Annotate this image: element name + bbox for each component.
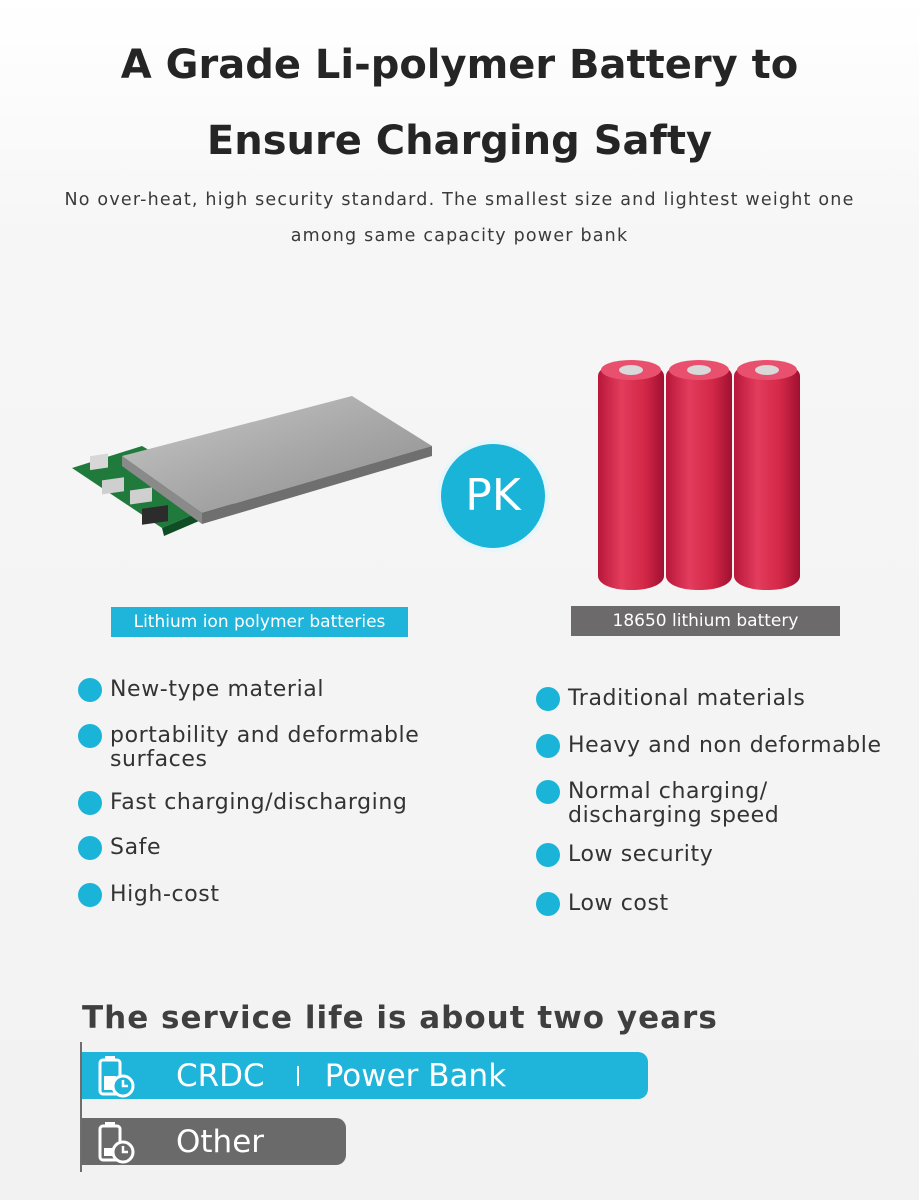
battery-clock-icon bbox=[90, 1054, 138, 1098]
main-title-line-2: Ensure Charging Safty bbox=[206, 118, 713, 164]
polymer-caption: Lithium ion polymer batteries bbox=[111, 607, 408, 637]
feature-text: Traditional materials bbox=[568, 686, 806, 711]
left-feature-item bbox=[78, 724, 419, 772]
bullet-dot bbox=[536, 892, 560, 916]
feature-text: High-cost bbox=[110, 882, 220, 907]
subtitle-line-1: No over-heat, high security standard. The smallest size and lightest weight one bbox=[64, 190, 855, 210]
right-feature-item bbox=[536, 843, 713, 867]
feature-text bbox=[110, 724, 419, 772]
left-feature-item bbox=[78, 678, 324, 702]
feature-text: Safe bbox=[110, 835, 162, 860]
feature-text-line: surfaces bbox=[110, 747, 208, 772]
subtitle bbox=[20, 182, 899, 254]
subtitle-line-2: among same capacity power bank bbox=[290, 226, 629, 246]
crdc-label: CRDC bbox=[176, 1057, 265, 1094]
feature-text-line: portability and deformable bbox=[110, 723, 420, 748]
pk-badge: PK bbox=[441, 444, 545, 548]
cylinder-batteries-image bbox=[590, 350, 810, 600]
battery-clock-icon bbox=[90, 1120, 138, 1164]
other-label: Other bbox=[176, 1123, 265, 1160]
right-feature-item bbox=[536, 734, 882, 758]
bullet-dot bbox=[536, 843, 560, 867]
bullet-dot bbox=[78, 678, 102, 702]
other-bar bbox=[82, 1118, 346, 1165]
right-feature-item bbox=[536, 687, 805, 711]
right-feature-item bbox=[536, 892, 669, 916]
separator bbox=[297, 1066, 299, 1086]
feature-text: Low cost bbox=[568, 891, 669, 916]
feature-text bbox=[568, 780, 779, 828]
right-feature-item bbox=[536, 780, 779, 828]
feature-text: Fast charging/discharging bbox=[110, 790, 408, 815]
bullet-dot bbox=[536, 687, 560, 711]
power-bank-label: Power Bank bbox=[324, 1057, 507, 1094]
bullet-dot bbox=[78, 836, 102, 860]
bullet-dot bbox=[78, 883, 102, 907]
crdc-bar bbox=[82, 1052, 648, 1099]
bullet-dot bbox=[78, 724, 102, 748]
service-life-title: The service life is about two years bbox=[82, 1000, 718, 1036]
left-feature-item bbox=[78, 836, 161, 860]
polymer-battery-image bbox=[62, 388, 442, 558]
main-title-line-1: A Grade Li-polymer Battery to bbox=[120, 42, 799, 88]
cylinder-caption: 18650 lithium battery bbox=[571, 606, 840, 636]
feature-text-line: Normal charging/ bbox=[568, 779, 768, 804]
feature-text: New-type material bbox=[110, 677, 325, 702]
feature-text-line: discharging speed bbox=[568, 803, 780, 828]
left-feature-item bbox=[78, 791, 407, 815]
bullet-dot bbox=[78, 791, 102, 815]
feature-text: Low security bbox=[568, 842, 714, 867]
bullet-dot bbox=[536, 780, 560, 804]
bullet-dot bbox=[536, 734, 560, 758]
feature-text: Heavy and non deformable bbox=[568, 733, 882, 758]
left-feature-item bbox=[78, 883, 220, 907]
